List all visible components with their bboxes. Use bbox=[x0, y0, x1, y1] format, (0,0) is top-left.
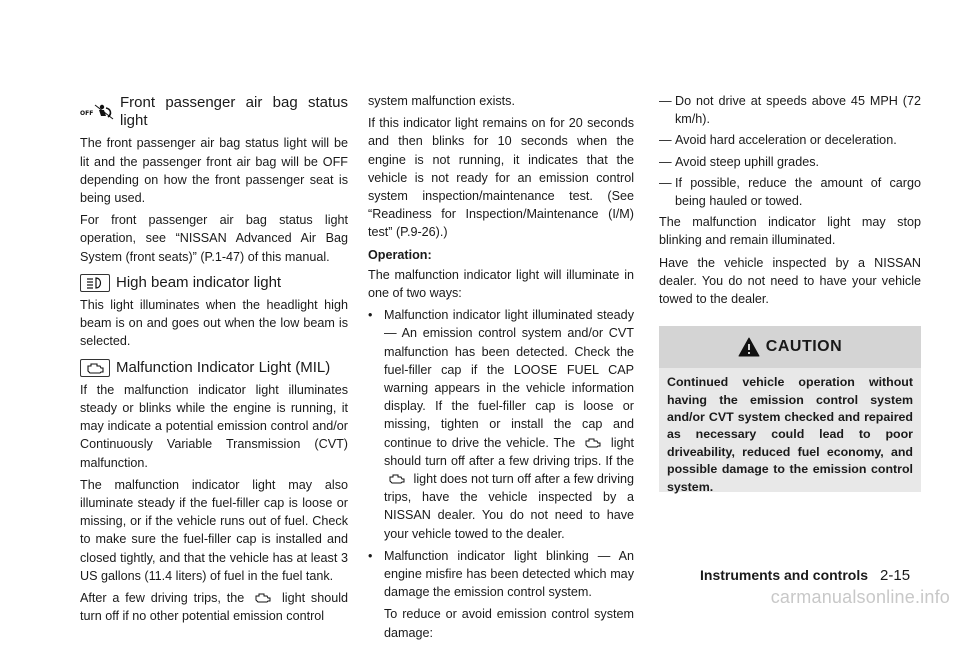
blink-stop-para: The malfunction indicator light may stop blinking and remain illuminated. bbox=[659, 215, 921, 248]
airbag-para-1: The front passenger air bag status light will be lit and the passenger front air bag will be OFF depending on how the front passenger seat is being used. bbox=[80, 136, 348, 206]
mil-para-1: If the malfunction indicator light illuminates steady or blinks while the engine is running, it may indicate a potential emission control and/or Continuously Variable Transmission (CVT) malfunction. bbox=[80, 382, 348, 470]
dash-item: — Do not drive at speeds above 45 MPH (72 km/h). bbox=[659, 92, 921, 128]
operation-heading: Operation: bbox=[368, 247, 432, 262]
page-footer bbox=[700, 567, 910, 584]
mil-para-3 bbox=[80, 589, 348, 625]
high-beam-para: This light illuminates when the headlight high beam is on and goes out when the low beam is selected. bbox=[80, 298, 348, 349]
svg-text:OFF: OFF bbox=[80, 110, 94, 118]
bullet-blinking bbox=[368, 547, 634, 602]
left-column bbox=[80, 92, 348, 629]
mil-heading bbox=[80, 359, 348, 377]
high-beam-heading bbox=[80, 274, 348, 292]
engine-icon bbox=[250, 591, 276, 603]
airbag-para-2: For front passenger air bag status light operation, see “NISSAN Advanced Air Bag System (front seats)” (P.1-47) of this manual. bbox=[80, 213, 348, 264]
dash-item-text: Avoid steep uphill grades. bbox=[675, 154, 819, 169]
readiness-para: If this indicator light remains on for 20 seconds and then blinks for 10 seconds when the engine is not running, it indicates that the vehicle is not ready for an emission control system inspection/maintenance test. (See “Readiness for Inspection/Maintenance (I/M) test” (P.9-26).) bbox=[368, 116, 634, 240]
engine-icon bbox=[580, 436, 606, 448]
right-column bbox=[659, 92, 921, 492]
watermark: carmanualsonline.info bbox=[770, 587, 950, 607]
high-beam-title: High beam indicator light bbox=[116, 273, 282, 291]
mil-para-2: The malfunction indicator light may also illuminate steady if the fuel-filler cap is loose or missing, or if the vehicle runs out of fuel. Check to make sure the fuel-filler cap is installed and closed tightly, and that the vehicle has at least 3 US gallons (11.4 liters) of fuel in the fuel tank. bbox=[80, 477, 348, 583]
caution-text: Continued vehicle operation without having the emission control system and/or CVT system checked and repaired as necessary could lead to poor driveability, reduced fuel economy, and possible damage to the emission control system. bbox=[659, 368, 921, 492]
continued-sentence: system malfunction exists. bbox=[368, 94, 515, 108]
engine-icon bbox=[384, 472, 410, 484]
airbag-off-icon bbox=[80, 103, 114, 121]
dealer-para: Have the vehicle inspected by a NISSAN dealer. You do not need to have your vehicle towed to the dealer. bbox=[659, 255, 921, 307]
bullet-icon: • bbox=[368, 548, 373, 563]
mil-para-3-end: light should turn off if no other potential emission control bbox=[80, 591, 349, 624]
mil-para-3-start: After a few driving trips, the bbox=[80, 591, 245, 606]
dash-item-text: Avoid hard acceleration or deceleration. bbox=[675, 133, 897, 148]
caution-box bbox=[659, 326, 921, 492]
engine-icon bbox=[80, 359, 110, 377]
caution-title: CAUTION bbox=[765, 338, 843, 356]
dash-item: — Avoid hard acceleration or deceleration. bbox=[659, 131, 921, 149]
caution-header bbox=[659, 326, 921, 368]
dash-item: — If possible, reduce the amount of cargo being hauled or towed. bbox=[659, 174, 921, 210]
warning-triangle-icon bbox=[738, 337, 760, 357]
bullet-icon: • bbox=[368, 308, 373, 323]
bullet-steady-text-b: light should turn off after a few driving trips. If the bbox=[384, 435, 634, 468]
bullet-steady-text-a: Malfunction indicator light illuminated steady — An emission control system and/or CVT malfunction has been detected. Check the fuel-filler cap if the LOOSE FUEL CAP warning appears in the vehicle information display. If the fuel-filler cap is loose or missing, tighten or install the cap and continue to drive the vehicle. The bbox=[384, 308, 634, 450]
middle-column bbox=[368, 92, 634, 646]
dash-item-text: Do not drive at speeds above 45 MPH (72 km/h). bbox=[675, 94, 921, 127]
bullet-steady bbox=[368, 306, 634, 543]
airbag-heading bbox=[80, 94, 348, 130]
reduce-damage-para: To reduce or avoid emission control system damage: bbox=[384, 607, 634, 640]
mil-title: Malfunction Indicator Light (MIL) bbox=[116, 358, 331, 376]
dash-item: — Avoid steep uphill grades. bbox=[659, 153, 921, 171]
bullet-steady-text-c: light does not turn off after a few driving trips, have the vehicle inspected by a NISSAN dealer. You do not need to have your vehicle towed to the dealer. bbox=[384, 472, 634, 541]
high-beam-icon bbox=[80, 274, 110, 292]
airbag-title: Front passenger air bag status light bbox=[120, 94, 348, 130]
section-name: Instruments and controls bbox=[700, 567, 869, 583]
bullet-blinking-text: Malfunction indicator light blinking — An engine misfire has been detected which may damage the emission control system. bbox=[384, 548, 634, 600]
page-number: 2-15 bbox=[880, 567, 911, 584]
operation-intro: The malfunction indicator light will illuminate in one of two ways: bbox=[368, 267, 634, 301]
dash-item-text: If possible, reduce the amount of cargo being hauled or towed. bbox=[675, 175, 921, 209]
